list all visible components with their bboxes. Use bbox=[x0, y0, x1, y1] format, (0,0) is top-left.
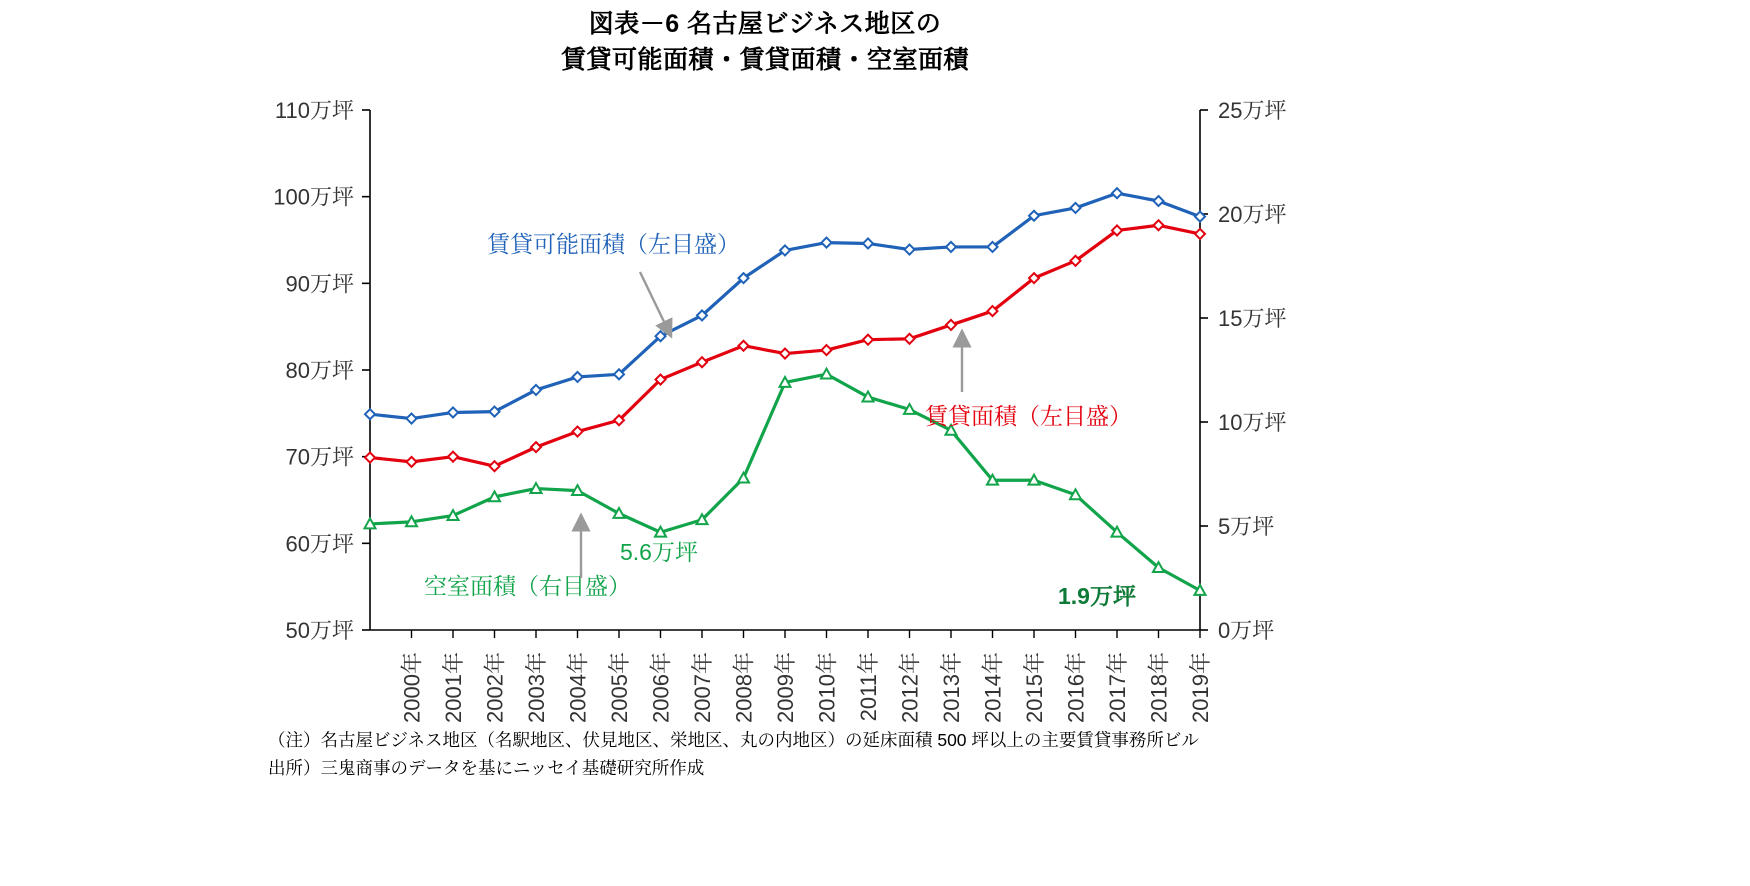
x-tick-label: 2000年 bbox=[399, 652, 425, 723]
left-tick-label: 60万坪 bbox=[285, 531, 354, 557]
title-line-2: 賃貸可能面積・賃貸面積・空室面積 bbox=[560, 46, 969, 75]
x-tick-label: 2006年 bbox=[648, 652, 674, 723]
series-marker bbox=[572, 485, 583, 495]
series-marker bbox=[448, 452, 458, 462]
annotation-vacant-2019-value: 1.9万坪 bbox=[1058, 583, 1136, 609]
series-marker bbox=[1071, 203, 1081, 213]
series-marker bbox=[946, 242, 956, 252]
series-marker bbox=[821, 369, 832, 379]
x-tick-label: 2014年 bbox=[980, 652, 1006, 723]
series-marker bbox=[863, 392, 874, 402]
footnote-line-1: （注）名古屋ビジネス地区（名駅地区、伏見地区、栄地区、丸の内地区）の延床面積 500 坪以上の主要賃貸事務所ビル bbox=[268, 730, 1199, 750]
left-axis-tick-labels bbox=[273, 98, 354, 643]
x-tick-label: 2009年 bbox=[773, 652, 798, 723]
series-marker bbox=[697, 357, 707, 367]
left-tick-label: 90万坪 bbox=[285, 271, 354, 297]
series-marker bbox=[490, 461, 500, 471]
x-tick-label: 2019年 bbox=[1188, 652, 1213, 723]
x-tick-label: 2010年 bbox=[814, 652, 840, 723]
x-tick-label: 2004年 bbox=[565, 652, 591, 723]
series-marker bbox=[614, 508, 625, 518]
annotation-available-label: 賃貸可能面積（左目盛） bbox=[487, 231, 740, 257]
series-marker bbox=[863, 335, 873, 345]
series-marker bbox=[365, 409, 375, 419]
left-tick-label: 70万坪 bbox=[285, 444, 354, 470]
series-marker bbox=[822, 345, 832, 355]
right-tick-label: 25万坪 bbox=[1218, 98, 1287, 123]
series-marker bbox=[489, 491, 500, 501]
chart-axes bbox=[362, 110, 1208, 638]
series-marker bbox=[1112, 188, 1122, 198]
series-marker bbox=[905, 334, 915, 344]
series-marker bbox=[448, 407, 458, 417]
series-marker bbox=[407, 414, 417, 424]
series-marker bbox=[406, 516, 417, 526]
right-tick-label: 10万坪 bbox=[1218, 410, 1287, 435]
title-line-1: 図表－6 名古屋ビジネス地区の bbox=[588, 10, 942, 38]
footnote bbox=[268, 726, 1358, 783]
x-tick-label: 2008年 bbox=[731, 652, 757, 723]
series-marker bbox=[1070, 489, 1081, 499]
x-axis-tick-labels bbox=[400, 652, 1214, 723]
x-tick-label: 2003年 bbox=[524, 652, 549, 723]
series-marker bbox=[1195, 229, 1205, 239]
series-marker bbox=[780, 349, 790, 359]
series-marker bbox=[822, 238, 832, 248]
series-marker bbox=[365, 453, 375, 463]
x-tick-label: 2001年 bbox=[441, 652, 466, 723]
series-marker bbox=[739, 341, 749, 351]
series-marker bbox=[573, 427, 583, 437]
series-marker bbox=[946, 320, 956, 330]
right-axis-tick-labels bbox=[1218, 98, 1286, 643]
x-tick-label: 2013年 bbox=[939, 652, 964, 723]
series-marker bbox=[863, 238, 873, 248]
right-tick-label: 20万坪 bbox=[1218, 202, 1287, 227]
x-tick-label: 2007年 bbox=[690, 652, 715, 723]
series-marker bbox=[904, 404, 915, 414]
series-marker bbox=[1154, 220, 1164, 230]
x-tick-label: 2005年 bbox=[607, 652, 632, 723]
x-tick-label: 2011年 bbox=[856, 652, 881, 722]
series-marker bbox=[448, 510, 459, 520]
footnote-line-2: 出所）三鬼商事のデータを基にニッセイ基礎研究所作成 bbox=[268, 758, 705, 779]
series-marker bbox=[1154, 196, 1164, 206]
x-tick-label: 2018年 bbox=[1146, 652, 1172, 723]
x-tick-label: 2015年 bbox=[1022, 652, 1047, 723]
series-marker bbox=[573, 372, 583, 382]
series-marker bbox=[1195, 585, 1206, 595]
x-tick-label: 2002年 bbox=[482, 652, 508, 723]
series-marker bbox=[365, 518, 376, 528]
left-tick-label: 100万坪 bbox=[273, 184, 354, 210]
left-tick-label: 110万坪 bbox=[274, 98, 354, 123]
right-tick-label: 0万坪 bbox=[1218, 618, 1275, 643]
annotation-vacant-label: 空室面積（右目盛） bbox=[424, 573, 631, 599]
series-marker bbox=[531, 483, 542, 493]
annotation-available-arrow bbox=[640, 272, 668, 330]
series-marker bbox=[655, 527, 666, 537]
series-marker bbox=[531, 442, 541, 452]
right-tick-label: 5万坪 bbox=[1218, 514, 1275, 539]
series-marker bbox=[1195, 212, 1205, 222]
x-tick-label: 2012年 bbox=[897, 652, 923, 723]
right-tick-label: 15万坪 bbox=[1218, 306, 1287, 331]
annotation-leased-label: 賃貸面積（左目盛） bbox=[925, 403, 1132, 429]
left-tick-label: 80万坪 bbox=[285, 358, 354, 383]
annotation-vacant-2005-value: 5.6万坪 bbox=[620, 539, 698, 565]
series-marker bbox=[407, 457, 417, 467]
x-tick-label: 2016年 bbox=[1063, 652, 1089, 723]
left-tick-label: 50万坪 bbox=[285, 618, 354, 643]
x-tick-label: 2017年 bbox=[1105, 652, 1130, 723]
series-marker bbox=[780, 377, 791, 387]
series-marker bbox=[1029, 475, 1040, 485]
series-marker bbox=[905, 245, 915, 255]
series-marker bbox=[738, 473, 749, 483]
chart-annotations bbox=[424, 231, 1136, 609]
